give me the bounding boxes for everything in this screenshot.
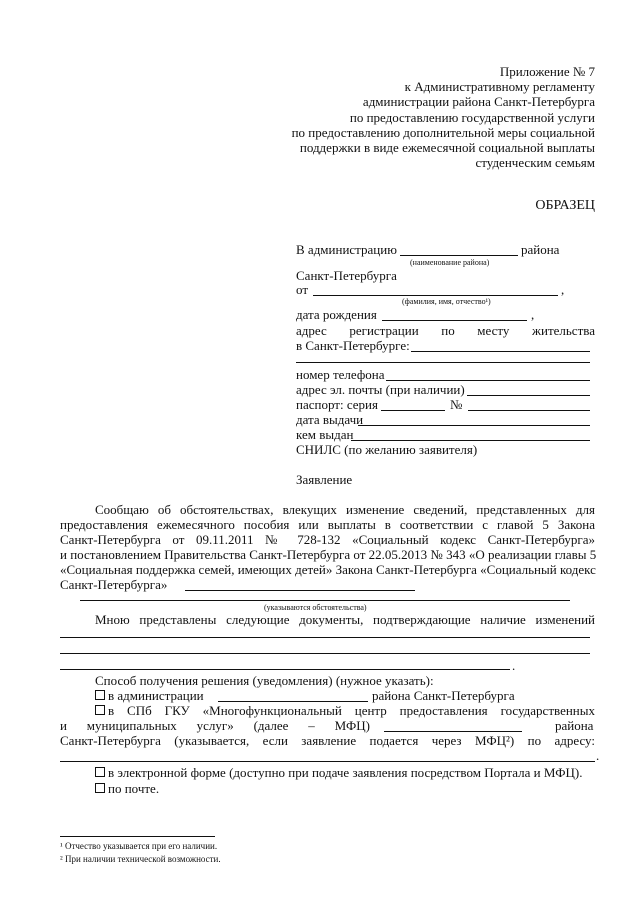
option-electronic[interactable] (95, 765, 582, 780)
pasport-nomer-label: № (450, 397, 463, 412)
checkbox[interactable] (95, 705, 105, 715)
p2-end: . (512, 658, 516, 673)
header-line-2: к Административному регламенту (404, 79, 595, 94)
p1-line-2: предоставления ежемесячного пособия или выплаты в соответствии с главой 5 Закона (60, 517, 595, 532)
opt2-address-field[interactable] (60, 761, 595, 762)
hint-obst: (указываются обстоятельства) (264, 603, 367, 612)
v-administratsiyu: В администрацию (296, 242, 397, 257)
statement-title: Заявление (296, 472, 353, 487)
p1-line-1: Сообщаю об обстоятельствах, влекущих изменение сведений, представленных для (95, 502, 595, 517)
vydan-kem-label: кем выдан (296, 427, 354, 442)
adres-field-2[interactable] (296, 362, 590, 363)
opt2-line-4: Санкт-Петербурга (указывается, если заявление подается через МФЦ²) по адресу: (60, 733, 595, 748)
hint-rayon: (наименование района) (410, 258, 490, 267)
option-administratsiya[interactable] (95, 688, 204, 703)
header-line-4: по предоставлению государственной услуги (349, 110, 595, 125)
obst-field-1[interactable] (185, 590, 415, 591)
pasport-label: паспорт: серия (296, 397, 378, 412)
checkbox[interactable] (95, 767, 105, 777)
adres-field-1[interactable] (411, 351, 590, 352)
rayona-label: района (521, 242, 560, 257)
hint-fio: (фамилия, имя, отчество¹) (402, 297, 491, 306)
fio-field[interactable] (313, 295, 558, 296)
p1-line-3: Санкт-Петербурга от 09.11.2011 № 728-132 «Социальный кодекс Санкт-Петербурга» (60, 532, 595, 547)
obst-field-2[interactable] (80, 600, 570, 601)
footnote-2: ² При наличии технической возможности. (60, 854, 221, 864)
opt1-b: района Санкт-Петербурга (372, 688, 515, 703)
docs-field-3[interactable] (60, 669, 510, 670)
checkbox[interactable] (95, 690, 105, 700)
obrazets-label: ОБРАЗЕЦ (535, 198, 595, 213)
email-label: адрес эл. почты (при наличии) (296, 382, 465, 397)
p1-line-4: и постановлением Правительства Санкт-Петербурга от 22.05.2013 № 343 «О реализации главы 5 (60, 547, 597, 562)
v-spb-label: в Санкт-Петербурге: (296, 338, 410, 353)
opt2-rayona: района (555, 718, 594, 733)
checkbox[interactable] (95, 783, 105, 793)
option-administratsiya-label: в администрации (108, 688, 204, 703)
header-line-3: администрации района Санкт-Петербурга (362, 94, 595, 109)
adres-line: адрес регистрации по месту жительства (296, 323, 595, 338)
opt2-rayon-field[interactable] (384, 731, 522, 732)
ot-label: от (296, 282, 309, 297)
opt2-end: . (596, 748, 600, 763)
telefon-label: номер телефона (296, 367, 385, 382)
email-field[interactable] (467, 395, 590, 396)
opt2-line-2: и муниципальных услуг» (далее – МФЦ) (60, 718, 370, 733)
footnote-1: ¹ Отчество указывается при его наличии. (60, 841, 218, 851)
data-rozhdeniya-label: дата рождения (296, 307, 377, 322)
option-electronic-label: в электронной форме (доступно при подаче заявления посредством Портала и МФЦ). (108, 765, 583, 780)
footnote-divider (60, 836, 215, 837)
pasport-nomer-field[interactable] (468, 410, 590, 411)
pasport-seriya-field[interactable] (381, 410, 445, 411)
p2-line: Мною представлены следующие документы, подтверждающие наличие изменений (95, 612, 595, 627)
header-line-6: поддержки в виде ежемесячной социальной выплаты (299, 140, 595, 155)
vydan-kem-field[interactable] (351, 440, 590, 441)
header-line-1: Приложение № 7 (499, 64, 595, 79)
option-mfc[interactable] (95, 703, 595, 718)
option-mfc-label: в СПб ГКУ «Многофункциональный центр предоставления государственных (108, 703, 595, 718)
vydan-data-label: дата выдачи (296, 412, 364, 427)
option-post-label: по почте. (108, 781, 160, 796)
p1-line-6: Санкт-Петербурга» (60, 577, 168, 592)
snils-label: СНИЛС (по желанию заявителя) (296, 442, 478, 457)
docs-field-2[interactable] (60, 653, 590, 654)
p1-line-5: «Социальная поддержка семей, имеющих детей» Закона Санкт-Петербурга «Социальный кодекс (60, 562, 596, 577)
rayon-field[interactable] (400, 255, 518, 256)
data-rozhdeniya-end: , (531, 307, 535, 322)
telefon-field[interactable] (386, 380, 590, 381)
sposob-label: Способ получения решения (уведомления) (нужное указать): (95, 673, 434, 688)
vydan-data-field[interactable] (358, 425, 590, 426)
header-line-7: студенческим семьям (475, 155, 595, 170)
opt1-rayon-field[interactable] (218, 701, 368, 702)
docs-field-1[interactable] (60, 637, 590, 638)
city-label: Санкт-Петербурга (296, 268, 397, 283)
header-line-5: по предоставлению дополнительной меры социальной (291, 125, 595, 140)
data-rozhdeniya-field[interactable] (382, 320, 527, 321)
option-post[interactable] (95, 781, 159, 796)
ot-end: , (561, 282, 565, 297)
